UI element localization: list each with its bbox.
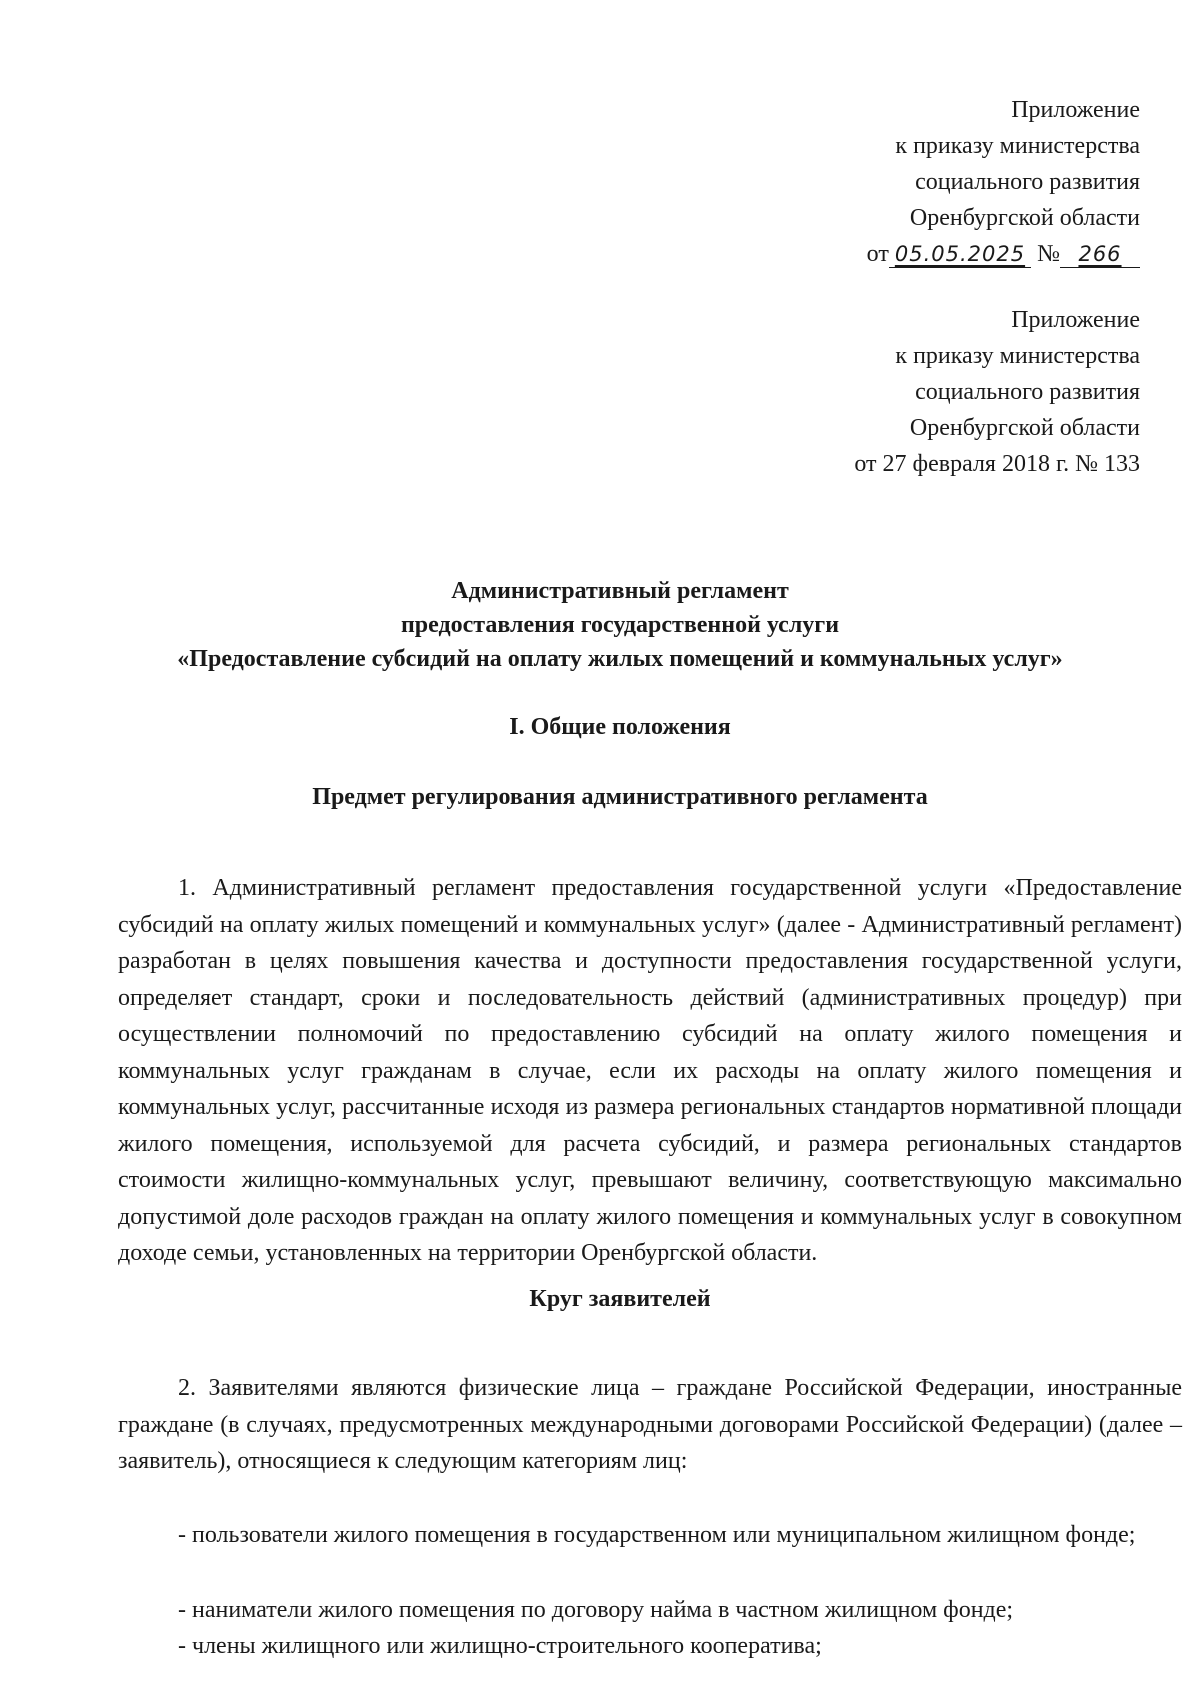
attachment-ministry-line: социального развития bbox=[915, 379, 1140, 405]
paragraph-2: 2. Заявителями являются физические лица – граждане Российской Федерации, иностранные граждане (в случаях, предусмотренных международными договорами Российской Федерации) (далее – заявитель), относящиеся к следующим категориям лиц: bbox=[118, 1375, 1182, 1474]
attachment-header-current bbox=[867, 92, 1140, 272]
attachment-header-original bbox=[854, 302, 1140, 482]
section-heading-general: I. Общие положения bbox=[509, 714, 731, 740]
handwritten-number: 266 bbox=[1078, 242, 1122, 266]
attachment-date-number-line bbox=[867, 236, 1140, 272]
attachment-ministry-line: социального развития bbox=[915, 169, 1140, 195]
title-line-3: «Предоставление субсидий на оплату жилых помещений и коммунальных услуг» bbox=[177, 646, 1063, 672]
attachment-order-line: к приказу министерства bbox=[895, 343, 1140, 369]
attachment-date-line: от 27 февраля 2018 г. № 133 bbox=[854, 451, 1140, 477]
handwritten-date: 05.05.2025 bbox=[894, 242, 1026, 266]
attachment-region-line: Оренбургской области bbox=[909, 415, 1140, 441]
section-heading-subject: Предмет регулирования административного регламента bbox=[312, 784, 928, 810]
attachment-title: Приложение bbox=[1011, 97, 1140, 123]
attachment-title: Приложение bbox=[1011, 307, 1140, 333]
attachment-order-line: к приказу министерства bbox=[895, 133, 1140, 159]
number-sign: № bbox=[1037, 241, 1060, 267]
attachment-region-line: Оренбургской области bbox=[909, 205, 1140, 231]
section-heading-applicants: Круг заявителей bbox=[529, 1286, 711, 1312]
paragraph-1: 1. Административный регламент предоставления государственной услуги «Предоставление субсидий на оплату жилых помещений и коммунальных услуг» (далее - Административный регламент) разработан в целях повышения качества и доступности предоставления государственной услуги, определяет стандарт, сроки и последовательность действий (административных процедур) при осуществлении полномочий по предоставлению субсидий на оплату жилого помещения и коммунальных услуг гражданам в случае, если их расходы на оплату жилого помещения и коммунальных услуг, рассчитанные исходя из размера региональных стандартов нормативной площади жилого помещения, используемой для расчета субсидий, и размера региональных стандартов стоимости жилищно-коммунальных услуг, превышают величину, соответствующую максимально допустимой доле расходов граждан на оплату жилого помещения и коммунальных услуг в совокупном доходе семьи, установленных на территории Оренбургской области. bbox=[118, 875, 1182, 1266]
from-prefix: от bbox=[866, 241, 889, 267]
document-title bbox=[90, 574, 1150, 676]
title-line-1: Административный регламент bbox=[451, 578, 789, 604]
list-item-tenants: - наниматели жилого помещения по договору найма в частном жилищном фонде; bbox=[178, 1597, 1014, 1623]
list-item-coop-members: - члены жилищного или жилищно-строительного кооператива; bbox=[178, 1633, 822, 1659]
title-line-2: предоставления государственной услуги bbox=[400, 612, 840, 638]
list-item-users: - пользователи жилого помещения в государственном или муниципальном жилищном фонде; bbox=[178, 1522, 1136, 1548]
